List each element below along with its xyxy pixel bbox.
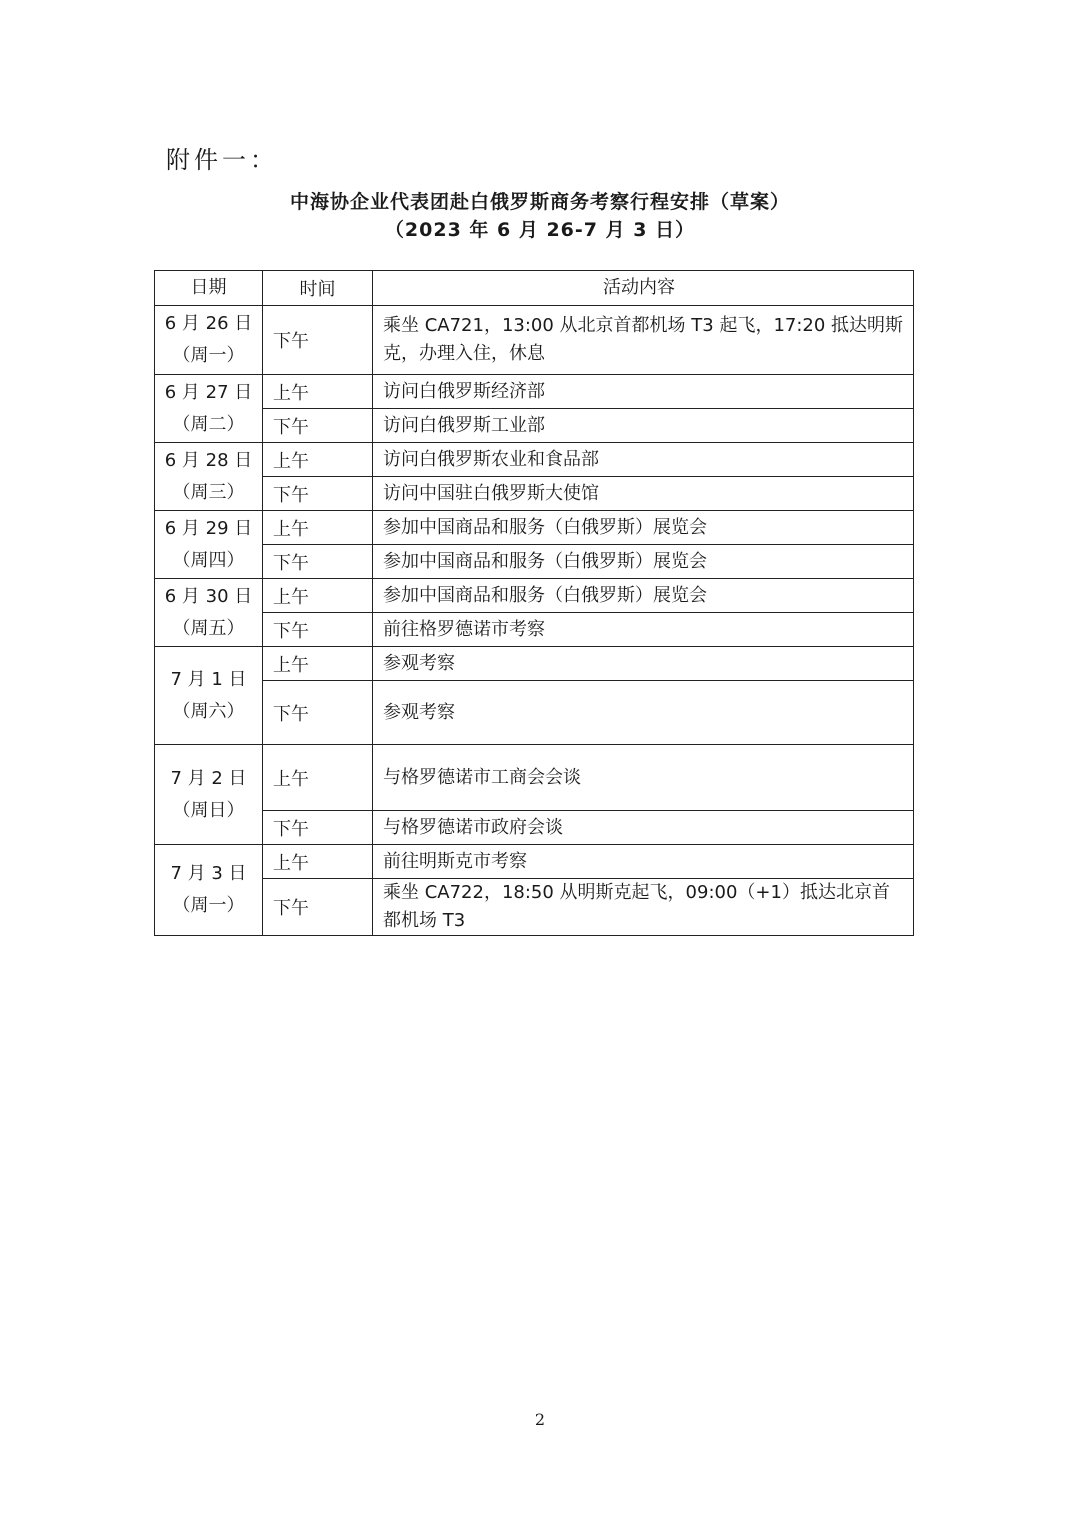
- date-cell: [155, 511, 263, 579]
- table-row: [155, 409, 914, 443]
- time-cell: 下午: [263, 477, 373, 511]
- table-row: [155, 879, 914, 936]
- activity-cell: 乘坐 CA721，13:00 从北京首都机场 T3 起飞，17:20 抵达明斯克，办理入住，休息: [373, 306, 914, 375]
- table-header-row: [155, 271, 914, 306]
- header-time: 时间: [263, 271, 373, 306]
- time-cell: 下午: [263, 681, 373, 745]
- activity-cell: 乘坐 CA722，18:50 从明斯克起飞，09:00（+1）抵达北京首都机场 T3: [373, 879, 914, 936]
- time-cell: 下午: [263, 409, 373, 443]
- header-activity: 活动内容: [373, 271, 914, 306]
- table-row: [155, 579, 914, 613]
- table-row: [155, 745, 914, 811]
- activity-cell: 访问白俄罗斯工业部: [373, 409, 914, 443]
- date-cell: [155, 579, 263, 647]
- date-text: 6 月 28 日: [164, 449, 253, 471]
- table-row: [155, 511, 914, 545]
- table-row: [155, 477, 914, 511]
- weekday-text: （周一）: [172, 895, 245, 916]
- weekday-text: （周二）: [172, 413, 245, 435]
- table-row: [155, 613, 914, 647]
- date-cell: [155, 845, 263, 936]
- table-row: [155, 811, 914, 845]
- activity-cell: 参观考察: [373, 681, 914, 745]
- activity-cell: 访问白俄罗斯农业和食品部: [373, 443, 914, 477]
- time-cell: 下午: [263, 306, 373, 375]
- time-cell: 上午: [263, 745, 373, 811]
- table-row: [155, 375, 914, 409]
- date-text: 7 月 3 日: [170, 863, 247, 884]
- table-row: [155, 443, 914, 477]
- weekday-text: （周三）: [172, 481, 245, 503]
- schedule-table: [154, 270, 914, 936]
- time-cell: 下午: [263, 613, 373, 647]
- time-cell: 上午: [263, 443, 373, 477]
- table-row: [155, 681, 914, 745]
- date-text: 6 月 30 日: [164, 585, 253, 607]
- document-title: 中海协企业代表团赴白俄罗斯商务考察行程安排（草案）: [289, 191, 790, 213]
- date-cell: [155, 443, 263, 511]
- activity-cell: 参加中国商品和服务（白俄罗斯）展览会: [373, 511, 914, 545]
- table-row: [155, 306, 914, 375]
- table-row: [155, 845, 914, 879]
- date-cell: [155, 375, 263, 443]
- header-date: 日期: [155, 271, 263, 306]
- activity-cell: 与格罗德诺市工商会会谈: [373, 745, 914, 811]
- weekday-text: （周四）: [172, 549, 245, 571]
- activity-cell: 访问白俄罗斯经济部: [373, 375, 914, 409]
- activity-cell: 前往明斯克市考察: [373, 845, 914, 879]
- time-cell: 下午: [263, 811, 373, 845]
- activity-cell: 参加中国商品和服务（白俄罗斯）展览会: [373, 579, 914, 613]
- weekday-text: （周一）: [172, 345, 245, 366]
- table-row: [155, 647, 914, 681]
- weekday-text: （周六）: [172, 700, 245, 722]
- activity-cell: 与格罗德诺市政府会谈: [373, 811, 914, 845]
- date-text: 6 月 26 日: [164, 313, 253, 334]
- weekday-text: （周日）: [172, 799, 245, 821]
- activity-cell: 前往格罗德诺市考察: [373, 613, 914, 647]
- time-cell: 上午: [263, 579, 373, 613]
- activity-cell: 参加中国商品和服务（白俄罗斯）展览会: [373, 545, 914, 579]
- date-text: 7 月 1 日: [170, 668, 247, 690]
- weekday-text: （周五）: [172, 617, 245, 639]
- activity-cell: 访问中国驻白俄罗斯大使馆: [373, 477, 914, 511]
- page-number: 2: [534, 1410, 546, 1429]
- date-cell: [155, 745, 263, 845]
- time-cell: 上午: [263, 511, 373, 545]
- time-cell: 上午: [263, 845, 373, 879]
- date-text: 6 月 29 日: [164, 517, 253, 539]
- date-cell: [155, 306, 263, 375]
- time-cell: 上午: [263, 647, 373, 681]
- activity-cell: 参观考察: [373, 647, 914, 681]
- time-cell: 上午: [263, 375, 373, 409]
- table-row: [155, 545, 914, 579]
- date-cell: [155, 647, 263, 745]
- time-cell: 下午: [263, 879, 373, 936]
- attachment-label: 附件一：: [166, 146, 278, 174]
- date-text: 7 月 2 日: [170, 767, 247, 789]
- date-text: 6 月 27 日: [164, 381, 253, 403]
- time-cell: 下午: [263, 545, 373, 579]
- document-subtitle: （2023 年 6 月 26-7 月 3 日）: [384, 219, 696, 241]
